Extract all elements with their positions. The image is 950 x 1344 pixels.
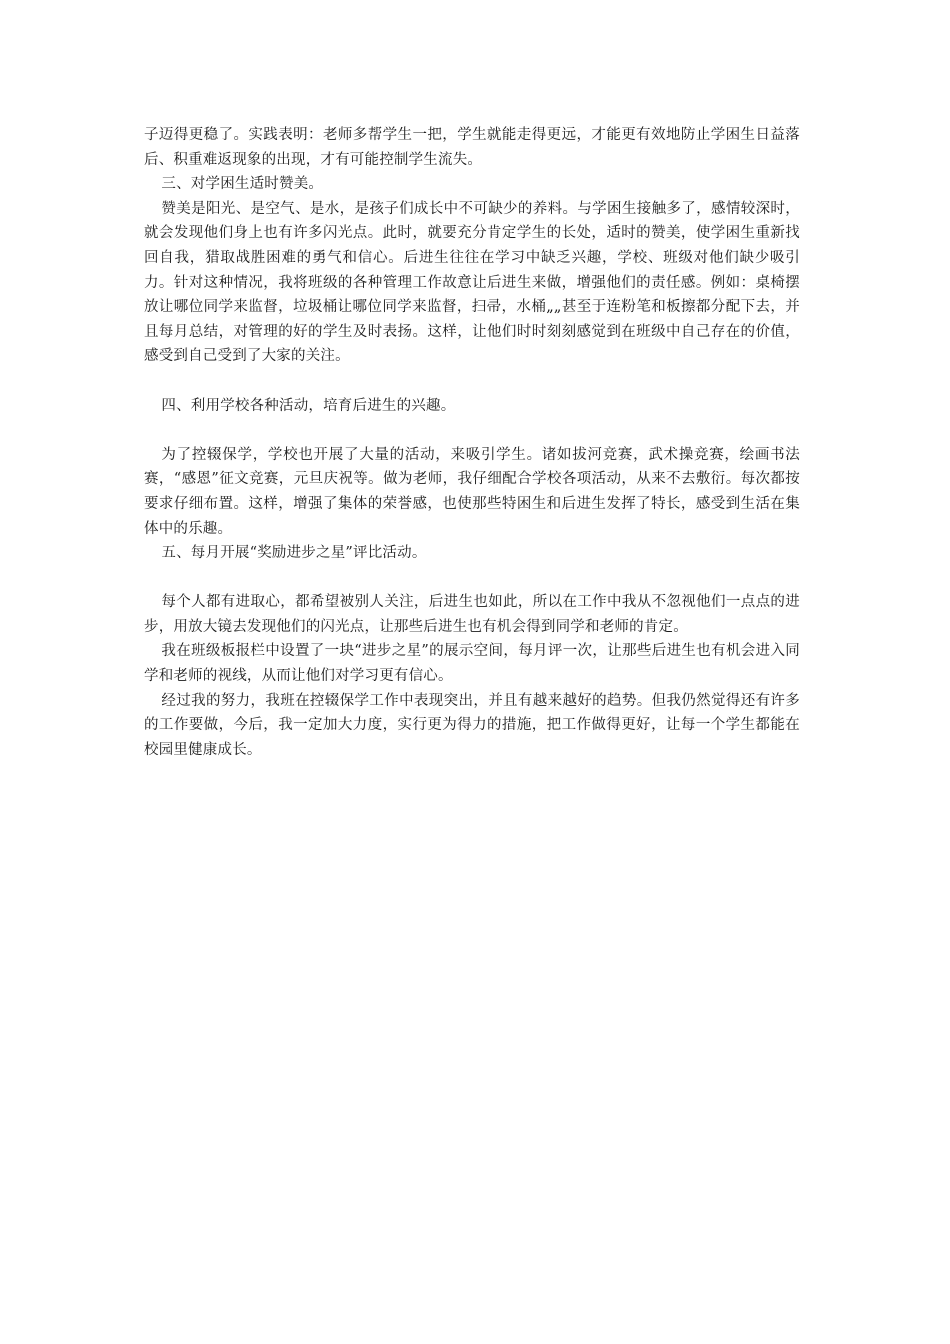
paragraph-conclusion: 经过我的努力，我班在控辍保学工作中表现突出，并且有越来越好的趋势。但我仍然觉得还有许多的工作要做，今后，我一定加大力度，实行更为得力的措施，把工作做得更好，让每一个学生都能在校园里健康成长。 xyxy=(144,692,800,758)
section-heading-4: 四、利用学校各种活动，培育后进生的兴趣。 xyxy=(161,397,456,414)
paragraph-board: 我在班级板报栏中设置了一块“进步之星”的展示空间，每月评一次，让那些后进生也有机会进入同学和老师的视线，从而让他们对学习更有信心。 xyxy=(144,643,800,685)
paragraph-praise: 赞美是阳光、是空气、是水，是孩子们成长中不可缺少的养料。与学困生接触多了，感情较深时，就会发现他们身上也有许多闪光点。此时，就要充分肯定学生的长处，适时的赞美，使学困生重新找回自我，猎取战胜困难的勇气和信心。后进生往往在学习中缺乏兴趣，学校、班级对他们缺少吸引力。针对这种情况，我将班级的各种管理工作故意让后进生来做，增强他们的责任感。例如：桌椅摆放让哪位同学来监督，垃圾桶让哪位同学来监督，扫帚，水桶„„甚至于连粉笔和板擦都分配下去，并且每月总结，对管理的好的学生及时表扬。这样，让他们时时刻刻感觉到在班级中自己存在的价值，感受到自己受到了大家的关注。 xyxy=(144,200,800,365)
paragraph-activities: 为了控辍保学，学校也开展了大量的活动，来吸引学生。诸如拔河竞赛，武术操竞赛，绘画书法赛，“感恩”征文竞赛，元旦庆祝等。做为老师，我仔细配合学校各项活动，从来不去敷衍。每次都按要求仔细布置。这样，增强了集体的荣誉感，也使那些特困生和后进生发挥了特长，感受到生活在集体中的乐趣。 xyxy=(144,446,800,537)
section-heading-5: 五、每月开展“奖励进步之星”评比活动。 xyxy=(161,545,427,562)
document-body xyxy=(144,123,800,762)
paragraph-continuation: 子迈得更稳了。实践表明：老师多帮学生一把，学生就能走得更远，才能更有效地防止学困生日益落后、积重难返现象的出现，才有可能控制学生流失。 xyxy=(144,127,800,168)
section-heading-3: 三、对学困生适时赞美。 xyxy=(161,176,324,193)
paragraph-progress: 每个人都有进取心，都希望被别人关注，后进生也如此，所以在工作中我从不忽视他们一点点的进步，用放大镜去发现他们的闪光点，让那些后进生也有机会得到同学和老师的肯定。 xyxy=(144,594,800,635)
